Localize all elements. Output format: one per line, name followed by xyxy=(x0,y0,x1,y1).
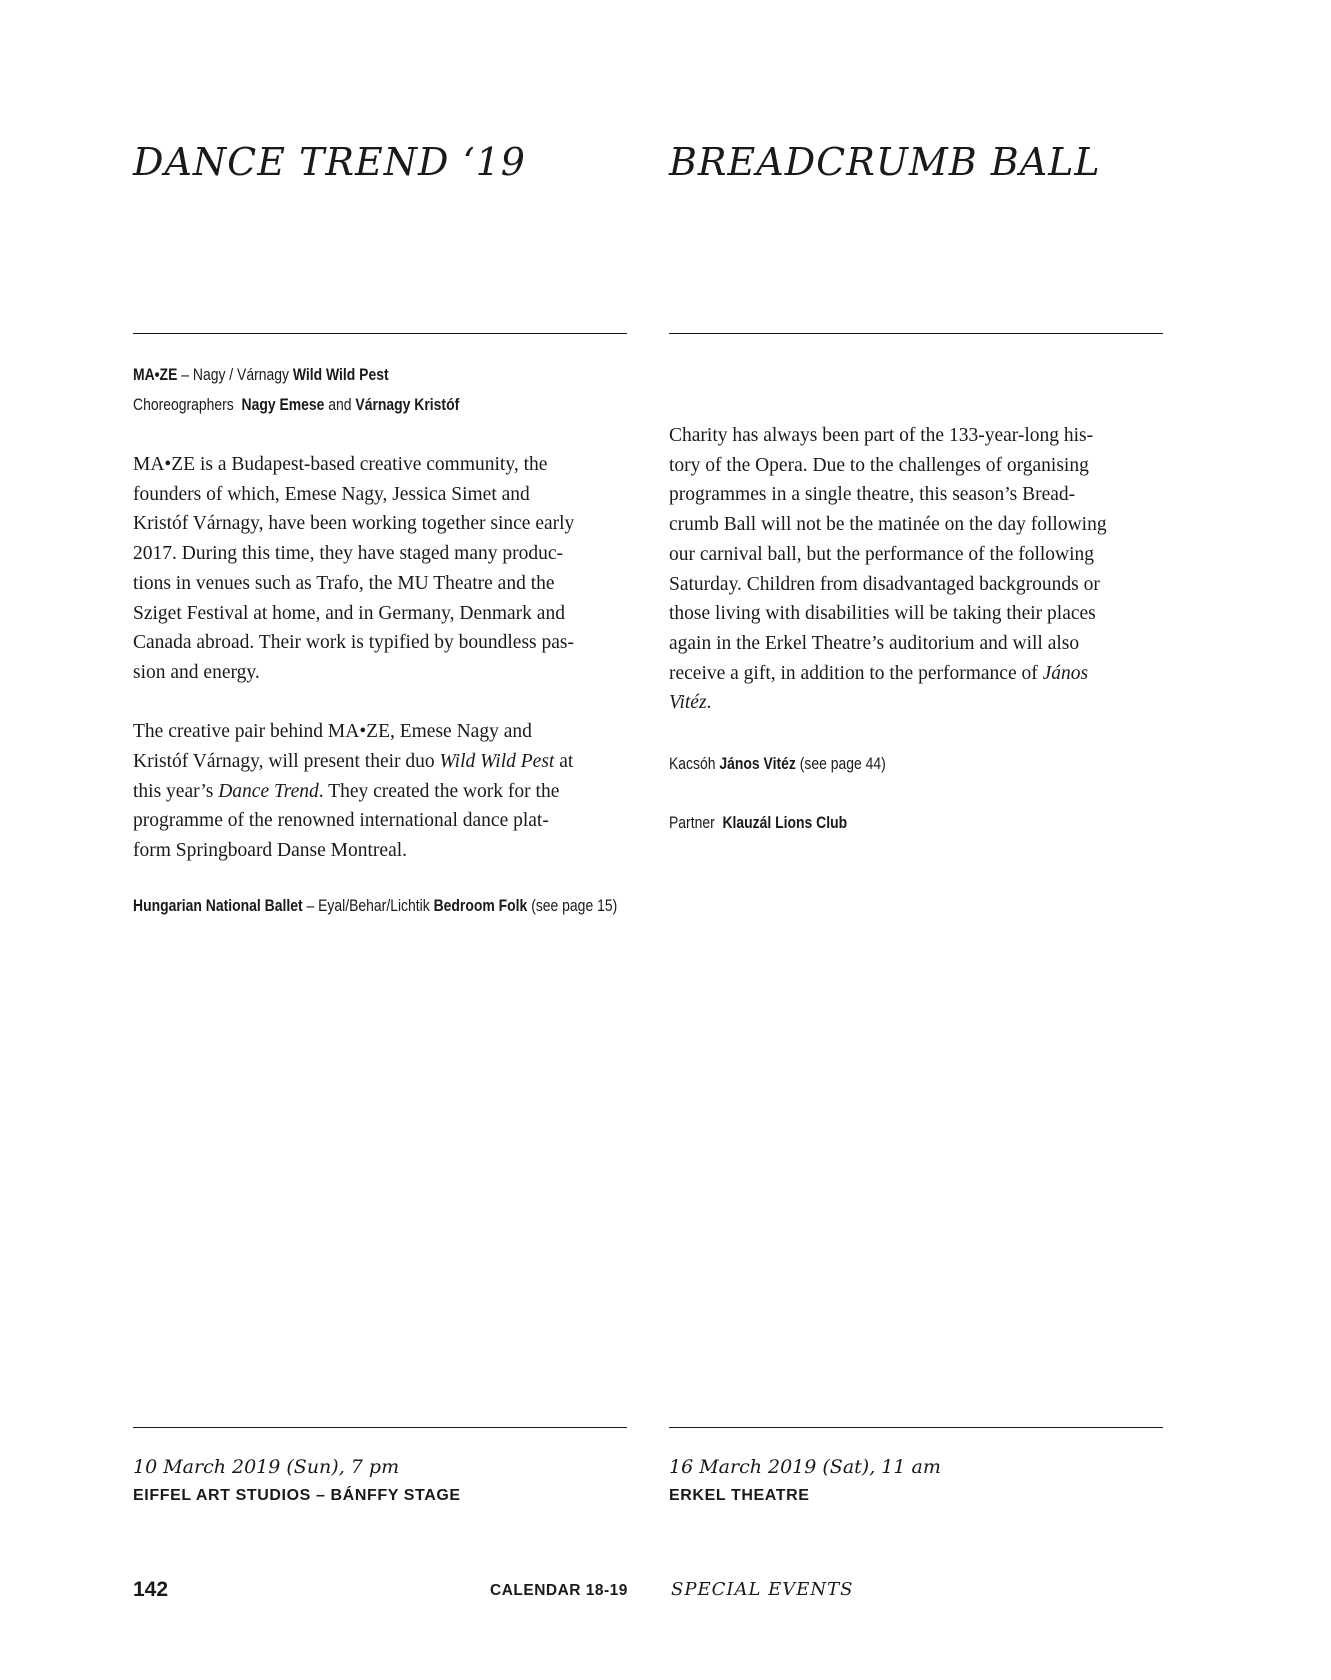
title-breadcrumb-ball: BREADCRUMB BALL xyxy=(669,140,1101,184)
text-span: . xyxy=(706,692,712,714)
event-venue-right: ERKEL THEATRE xyxy=(669,1487,810,1504)
credit-role: Choreographers xyxy=(133,395,234,414)
page-number: 142 xyxy=(133,1578,169,1601)
text-line: form Springboard Danse Montreal. xyxy=(133,840,408,862)
text-line xyxy=(669,659,1163,689)
text-line xyxy=(133,777,627,807)
text-span: at xyxy=(554,751,574,773)
text-span: . They created the work for the xyxy=(318,780,560,802)
work-title: Wild Wild Pest xyxy=(439,751,555,773)
event-title: Dance Trend xyxy=(218,780,319,802)
paragraph-charity xyxy=(669,421,1163,718)
event-date-right: 16 March 2019 (Sat), 11 am xyxy=(669,1456,941,1478)
credit-work: Wild Wild Pest xyxy=(292,365,389,384)
credit-name: Klauzál Lions Club xyxy=(722,813,848,832)
divider-bottom-right xyxy=(669,1427,1163,1428)
text-line: programmes in a single theatre, this season’s Bread- xyxy=(669,484,1076,506)
credit-maze xyxy=(133,360,625,390)
text-line xyxy=(669,688,1163,718)
text-span: receive a gift, in addition to the performance of xyxy=(669,662,1043,684)
work-title: János xyxy=(1042,662,1089,684)
text-span: Kristóf Várnagy, will present their duo xyxy=(133,751,440,773)
text-line: founders of which, Emese Nagy, Jessica Simet and xyxy=(133,483,530,505)
credit-name: Nagy Emese xyxy=(241,395,325,414)
text-line: tory of the Opera. Due to the challenges of organising xyxy=(669,454,1089,476)
text-line: tions in venues such as Trafo, the MU Theatre and the xyxy=(133,572,555,594)
credit-choreographers xyxy=(133,390,625,420)
paragraph-maze-duo xyxy=(133,717,627,866)
credit-kacsoh xyxy=(669,749,1161,779)
text-line: Sziget Festival at home, and in Germany, Denmark and xyxy=(133,602,565,624)
credit-company: MA•ZE xyxy=(133,365,178,384)
text-span: this year’s xyxy=(133,780,219,802)
text-line: our carnival ball, but the performance of the following xyxy=(669,543,1095,565)
credit-work: Bedroom Folk xyxy=(433,896,528,915)
credit-choreo: – Nagy / Várnagy xyxy=(177,365,293,384)
credit-company: Hungarian National Ballet xyxy=(133,896,303,915)
text-line: Canada abroad. Their work is typified by boundless pas- xyxy=(133,632,574,654)
footer-calendar: CALENDAR 18-19 xyxy=(490,1582,628,1599)
text-line: Saturday. Children from disadvantaged backgrounds or xyxy=(669,573,1100,595)
credit-partner xyxy=(669,808,1161,838)
text-line: The creative pair behind MA•ZE, Emese Nagy and xyxy=(133,721,532,743)
work-title: Vitéz xyxy=(669,692,707,714)
event-venue-left: EIFFEL ART STUDIOS – BÁNFFY STAGE xyxy=(133,1487,461,1504)
credit-hungarian-ballet xyxy=(133,891,625,921)
page-reference: (see page 15) xyxy=(527,896,618,915)
title-dance-trend: DANCE TREND ‘19 xyxy=(133,140,526,184)
credit-composer: Kacsóh xyxy=(669,754,720,773)
text-line: MA•ZE is a Budapest-based creative community, the xyxy=(133,454,548,475)
text-line: crumb Ball will not be the matinée on the day following xyxy=(669,514,1107,536)
text-line: Kristóf Várnagy, have been working together since early xyxy=(133,513,575,535)
text-line: programme of the renowned international dance plat- xyxy=(133,810,549,832)
credit-choreo: – Eyal/Behar/Lichtik xyxy=(302,896,434,915)
left-body xyxy=(133,450,627,896)
page-reference: (see page 44) xyxy=(795,754,886,773)
text-line: those living with disabilities will be taking their places xyxy=(669,603,1096,625)
divider-top-right xyxy=(669,333,1163,334)
text-line: sion and energy. xyxy=(133,661,260,683)
left-credit-ballet xyxy=(133,891,627,921)
text-line: 2017. During this time, they have staged many produc- xyxy=(133,543,563,565)
left-credits xyxy=(133,360,627,420)
right-credits xyxy=(669,749,1163,838)
text-line: again in the Erkel Theatre’s auditorium and will also xyxy=(669,632,1080,654)
credit-role: Partner xyxy=(669,813,715,832)
credit-and: and xyxy=(324,395,356,414)
credit-name: Várnagy Kristóf xyxy=(355,395,460,414)
divider-bottom-left xyxy=(133,1427,627,1428)
footer-section: SPECIAL EVENTS xyxy=(671,1579,854,1600)
event-date-left: 10 March 2019 (Sun), 7 pm xyxy=(133,1456,400,1478)
text-line xyxy=(133,747,627,777)
paragraph-maze-intro xyxy=(133,450,627,688)
text-line: Charity has always been part of the 133-year-long his- xyxy=(669,425,1094,446)
right-body xyxy=(669,421,1163,748)
divider-top-left xyxy=(133,333,627,334)
credit-work: János Vitéz xyxy=(719,754,796,773)
